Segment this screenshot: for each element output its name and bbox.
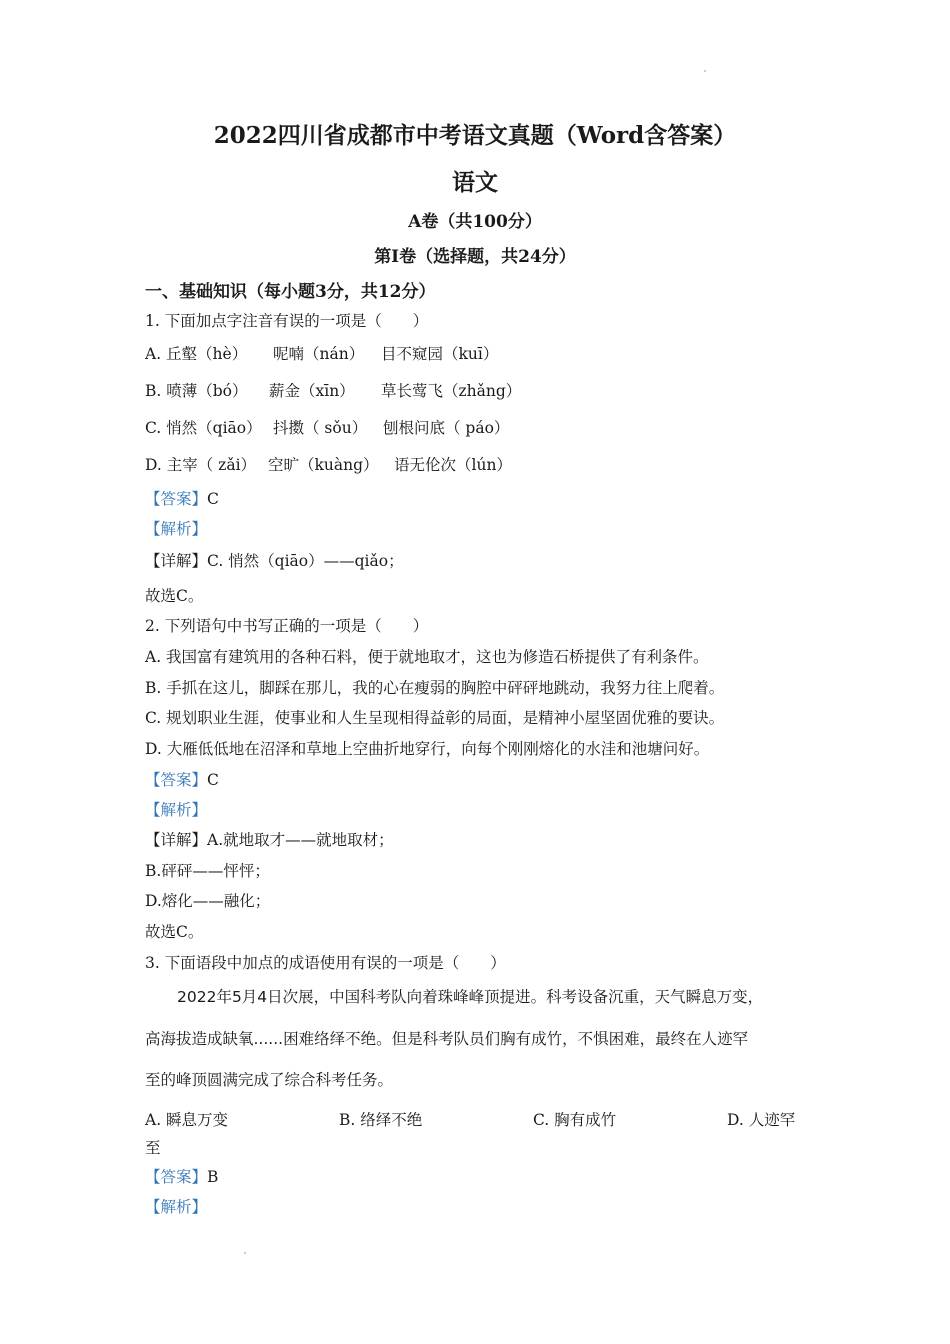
q2-option-b: B. 手抓在这儿，脚踩在那儿，我的心在瘦弱的胸腔中砰砰地跳动，我努力往上爬着。 <box>145 679 725 697</box>
q3-paragraph-line-3: 至的峰顶圆满完成了综合科考任务。 <box>145 1071 394 1089</box>
part-one-heading: 第Ⅰ卷（选择题，共24分） <box>374 247 576 267</box>
q1-c-item-3: 刨根问底（ páo） <box>383 419 510 437</box>
q2-answer <box>145 770 219 790</box>
q1-option-b <box>145 381 521 401</box>
answer-value: C <box>207 771 219 789</box>
subject-heading: 语文 <box>452 169 498 196</box>
q1-d-item-3: 语无伦次（lún） <box>394 456 512 474</box>
q1-b-item-3: 草长莺飞（zhǎng） <box>381 382 522 400</box>
answer-tag: 【答案】 <box>145 1168 208 1186</box>
q1-a-item-3: 目不窥园（kuī） <box>381 345 499 363</box>
q2-detail <box>145 830 394 850</box>
q1-answer <box>145 489 219 509</box>
q1-option-d <box>145 455 512 475</box>
scan-speck <box>704 70 706 72</box>
q3-option-d-wrap: 至 <box>145 1139 161 1157</box>
q3-option-b: B. 络绎不绝 <box>339 1111 423 1129</box>
q1-a-item-1: A. 丘壑（hè） <box>145 345 248 363</box>
q3-stem: 3. 下面语段中加点的成语使用有误的一项是（ ） <box>145 954 506 972</box>
q2-option-a: A. 我国富有建筑用的各种石料，便于就地取才，这也为修造石桥提供了有利条件。 <box>145 648 709 666</box>
q1-d-item-1: D. 主宰（ zǎi） <box>145 456 257 474</box>
answer-tag: 【答案】 <box>145 771 208 789</box>
q2-conclusion: 故选C。 <box>145 923 204 941</box>
answer-tag: 【答案】 <box>145 490 208 508</box>
q1-conclusion: 故选C。 <box>145 587 204 605</box>
q1-c-item-1: C. 悄然（qiāo） <box>145 419 262 437</box>
q3-paragraph-line-1: 2022年5月4日次展，中国科考队向着珠峰峰顶提进。科考设备沉重，天气瞬息万变， <box>177 988 764 1006</box>
answer-value: C <box>207 490 219 508</box>
q2-analysis <box>145 800 207 820</box>
q1-option-c <box>145 418 509 438</box>
q1-detail <box>145 551 404 571</box>
volume-a-heading: A卷（共100分） <box>408 212 542 232</box>
q3-option-a: A. 瞬息万变 <box>145 1111 229 1129</box>
scan-speck <box>244 1252 246 1254</box>
q3-paragraph-line-2: 高海拔造成缺氧......困难络绎不绝。但是科考队员们胸有成竹，不惧困难，最终在人迹罕 <box>145 1030 749 1048</box>
detail-text: A.就地取才——就地取材； <box>207 831 394 849</box>
q1-stem: 1. 下面加点字注音有误的一项是（ ） <box>145 312 429 330</box>
q3-option-d: D. 人迹罕 <box>727 1111 796 1129</box>
q1-c-item-2: 抖擞（ sǒu） <box>273 419 368 437</box>
q1-b-item-1: B. 喷薄（bó） <box>145 382 248 400</box>
detail-tag: 【详解】 <box>145 552 208 570</box>
analysis-tag: 【解析】 <box>145 801 208 819</box>
q2-stem: 2. 下列语句中书写正确的一项是（ ） <box>145 617 429 635</box>
q3-analysis <box>145 1197 207 1217</box>
q3-option-c: C. 胸有成竹 <box>533 1111 617 1129</box>
q2-option-c: C. 规划职业生涯，使事业和人生呈现相得益彰的局面，是精神小屋坚固优雅的要诀。 <box>145 709 725 727</box>
q1-b-item-2: 薪金（xīn） <box>269 382 355 400</box>
q1-d-item-2: 空旷（kuàng） <box>268 456 379 474</box>
q1-analysis <box>145 519 207 539</box>
q2-detail-3: D.熔化——融化； <box>145 892 271 910</box>
detail-tag: 【详解】 <box>145 831 208 849</box>
document-title: 2022四川省成都市中考语文真题（Word含答案） <box>213 122 737 149</box>
analysis-tag: 【解析】 <box>145 1198 208 1216</box>
answer-value: B <box>207 1168 219 1186</box>
q2-option-d: D. 大雁低低地在沼泽和草地上空曲折地穿行，向每个刚刚熔化的水洼和池塘问好。 <box>145 740 710 758</box>
analysis-tag: 【解析】 <box>145 520 208 538</box>
q3-answer <box>145 1167 218 1187</box>
section-heading: 一、基础知识（每小题3分，共12分） <box>145 282 436 302</box>
q1-option-a <box>145 344 498 364</box>
q2-detail-2: B.砰砰——怦怦； <box>145 862 270 880</box>
detail-text: C. 悄然（qiāo）——qiǎo； <box>207 552 404 570</box>
q1-a-item-2: 呢喃（nán） <box>273 345 365 363</box>
